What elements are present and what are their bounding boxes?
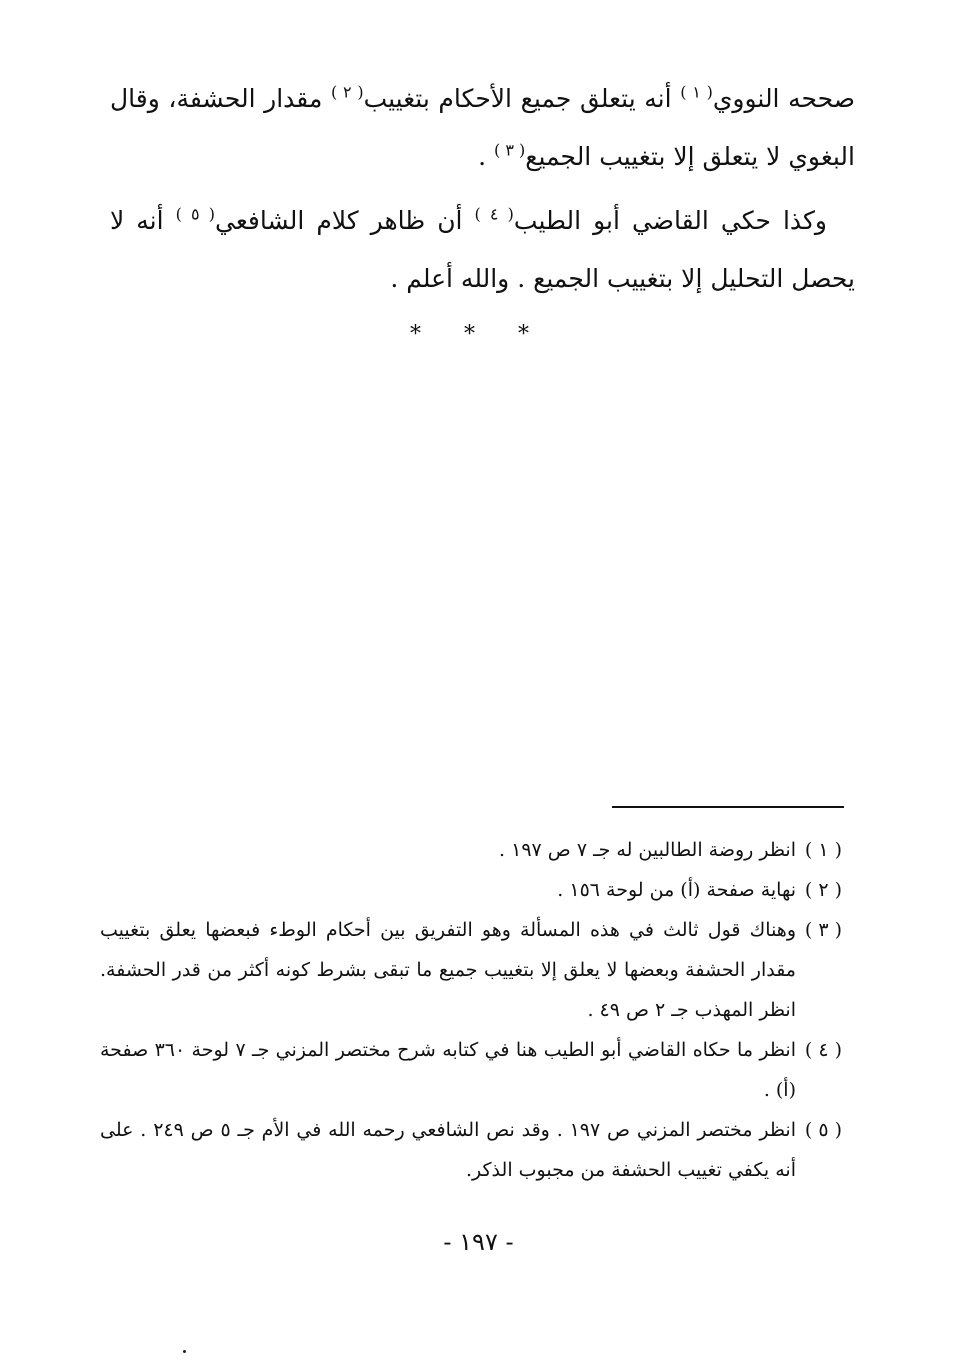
footnote-ref-3: ( ٣ ) (494, 140, 526, 160)
page-number: - ١٩٧ - (443, 1228, 514, 1256)
footnote-text: انظر ما حكاه القاضي أبو الطيب هنا في كتابه شرح مختصر المزني جـ ٧ لوحة ٣٦٠ صفحة (أ) . (100, 1039, 796, 1101)
footnote-2 (100, 870, 842, 910)
paragraph-2-segment-3: أنه لا يحصل التحليل إلا بتغييب الجميع . والله أعلم . (110, 206, 855, 293)
footnote-text: انظر روضة الطالبين له جـ ٧ ص ١٩٧ . (499, 839, 796, 861)
footnote-number: ( ٣ ) (804, 919, 842, 941)
footnote-number: ( ٥ ) (804, 1119, 842, 1141)
footnote-number: ( ٤ ) (804, 1039, 842, 1061)
footnote-text: انظر مختصر المزني ص ١٩٧ . وقد نص الشافعي رحمه الله في الأم جـ ٥ ص ٢٤٩ . على أنه يكفي تغييب الحشفة من مجبوب الذكر. (100, 1119, 796, 1181)
main-text (110, 70, 855, 314)
footnote-text: وهناك قول ثالث في هذه المسألة وهو التفريق بين أحكام الوطء فبعضها يعلق بتغييب مقدار الحشفة وبعضها لا يعلق إلا بتغييب جميع ما تبقى بشرط كونه أكثر من قدر الحشفة. انظر المهذب جـ ٢ ص ٤٩ . (100, 919, 796, 1021)
footnote-ref-1: ( ١ ) (680, 82, 713, 102)
footnote-4 (100, 1030, 842, 1110)
paragraph-2-segment-2: أن ظاهر كلام الشافعي (215, 206, 475, 235)
paragraph-1-segment-4: . (478, 142, 494, 171)
paragraph-1-segment-1: صححه النووي (712, 84, 856, 113)
footnote-1 (100, 830, 842, 870)
footnote-ref-4: ( ٤ ) (474, 204, 514, 224)
paragraph-1-segment-3: مقدار الحشفة، وقال البغوي لا يتعلق إلا بتغييب الجميع (110, 84, 855, 171)
footnote-number: ( ١ ) (804, 839, 842, 861)
footnote-ref-2: ( ٢ ) (330, 82, 364, 102)
footnote-ref-5: ( ٥ ) (175, 204, 216, 224)
footnote-number: ( ٢ ) (804, 879, 842, 901)
paragraph-1 (110, 70, 855, 186)
footnotes (100, 830, 842, 1190)
footnote-3 (100, 910, 842, 1030)
paragraph-1-segment-2: أنه يتعلق جميع الأحكام بتغييب (363, 84, 681, 113)
footnote-5 (100, 1110, 842, 1190)
footnote-divider (612, 806, 844, 808)
paragraph-2-segment-1: وكذا حكي القاضي أبو الطيب (513, 206, 828, 235)
paragraph-2 (110, 192, 855, 308)
section-separator: * * * (410, 322, 547, 347)
scan-speck (183, 1350, 186, 1353)
footnote-text: نهاية صفحة (أ) من لوحة ١٥٦ . (557, 879, 796, 901)
